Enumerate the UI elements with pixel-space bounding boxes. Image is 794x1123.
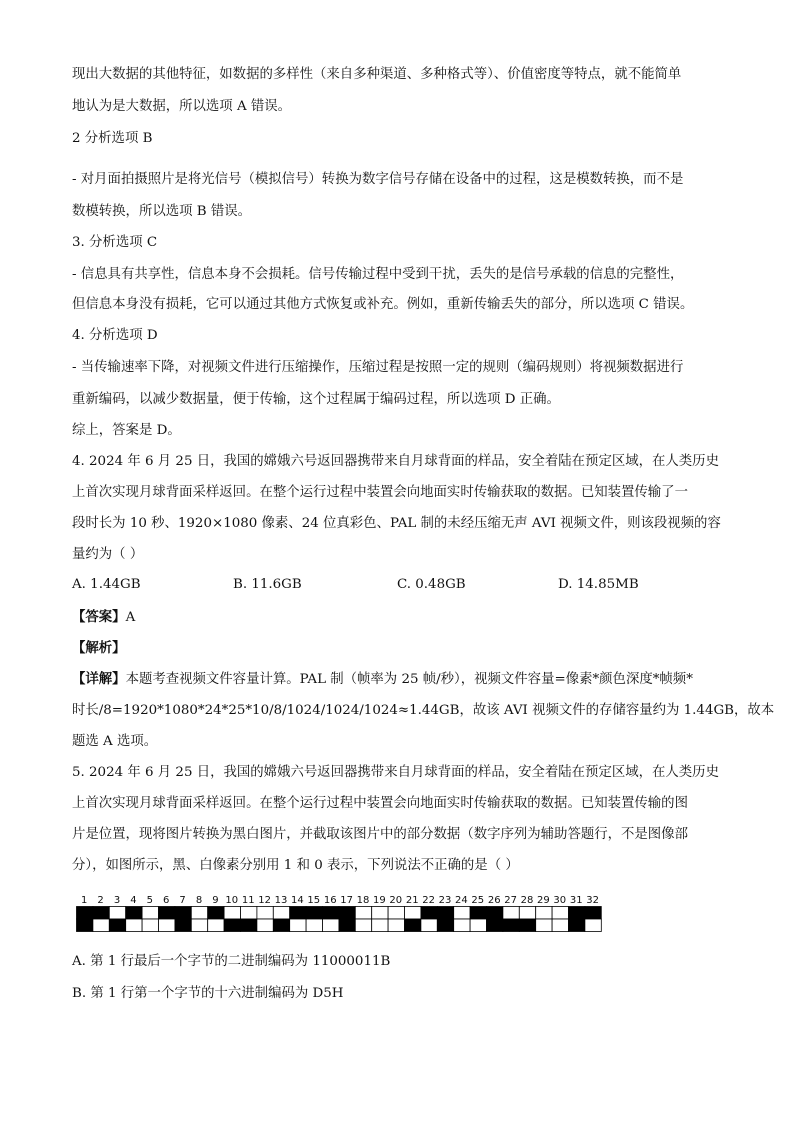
black-pixel: [405, 919, 421, 932]
black-pixel: [77, 907, 93, 920]
black-pixel: [503, 919, 519, 932]
column-number: 32: [586, 895, 599, 906]
detail-text: 本题考查视频文件容量计算。PAL 制（帧率为 25 帧/秒），视频文件容量=像素*颜色深度*帧频*: [125, 672, 693, 687]
question-4-line: 量约为（ ）: [72, 547, 144, 562]
answer-value: A: [125, 610, 136, 625]
column-number: 17: [340, 895, 353, 906]
black-pixel: [175, 919, 191, 932]
black-pixel: [224, 919, 240, 932]
column-number: 4: [130, 895, 137, 906]
black-pixel: [487, 919, 503, 932]
column-number: 29: [537, 895, 550, 906]
black-pixel: [339, 907, 355, 920]
white-pixel: [388, 907, 404, 920]
question-5-option-a: A. 第 1 行最后一个字节的二进制编码为 11000011B: [72, 954, 391, 969]
analysis-label: [72, 639, 126, 658]
white-pixel: [372, 919, 388, 932]
column-number: 13: [274, 895, 288, 906]
option-a: A. 1.44GB: [72, 577, 141, 592]
black-pixel: [421, 907, 437, 920]
black-pixel: [569, 907, 585, 920]
detail-line: 题选 A 选项。: [72, 734, 158, 749]
white-pixel: [142, 919, 158, 932]
column-number: 30: [553, 895, 567, 906]
column-number: 9: [212, 895, 219, 906]
white-pixel: [355, 907, 371, 920]
white-pixel: [142, 907, 158, 920]
black-pixel: [273, 919, 289, 932]
black-pixel: [519, 919, 535, 932]
text-line: - 当传输速率下降，对视频文件进行压缩操作，压缩过程是按照一定的规则（编码规则）将视频数据进行: [72, 360, 684, 375]
column-number: 10: [225, 895, 239, 906]
column-number: 14: [291, 895, 304, 906]
black-pixel: [569, 919, 585, 932]
question-5-line: 片是位置，现将图片转换为黑白图片，并截取该图片中的部分数据（数字序列为辅助答题行，不是图像部: [72, 827, 688, 842]
black-pixel: [241, 919, 257, 932]
question-4-line: 4. 2024 年 6 月 25 日，我国的嫦娥六号返回器携带来自月球背面的样品，安全着陆在预定区域，在人类历史: [72, 454, 719, 469]
black-pixel: [339, 919, 355, 932]
detail-line: [72, 670, 693, 689]
column-number: 18: [356, 895, 370, 906]
white-pixel: [470, 919, 486, 932]
question-5-line: 5. 2024 年 6 月 25 日，我国的嫦娥六号返回器携带来自月球背面的样品，安全着陆在预定区域，在人类历史: [72, 765, 719, 780]
answer-line: [72, 608, 135, 627]
black-pixel: [323, 907, 339, 920]
pixel-grid-figure: [76, 894, 608, 934]
white-pixel: [536, 907, 552, 920]
white-pixel: [191, 907, 207, 920]
option-b: B. 11.6GB: [233, 577, 302, 592]
white-pixel: [93, 919, 109, 932]
text-line: 但信息本身没有损耗，它可以通过其他方式恢复或补充。例如，重新传输丢失的部分，所以选项 C 错误。: [72, 297, 694, 312]
white-pixel: [519, 907, 535, 920]
column-number-row: [81, 895, 599, 906]
detail-label: 【详解】: [72, 671, 126, 687]
text-line: 重新编码，以减少数据量，便于传输，这个过程属于编码过程，所以选项 D 正确。: [72, 392, 560, 407]
question-5-option-b: B. 第 1 行第一个字节的十六进制编码为 D5H: [72, 986, 344, 1001]
black-pixel: [306, 907, 322, 920]
option-c: C. 0.48GB: [397, 577, 466, 592]
column-number: 22: [422, 895, 435, 906]
answer-label: 【答案】: [72, 609, 126, 625]
white-pixel: [109, 907, 125, 920]
column-number: 15: [307, 895, 321, 906]
option-d: D. 14.85MB: [558, 577, 639, 592]
white-pixel: [224, 907, 240, 920]
white-pixel: [421, 919, 437, 932]
white-pixel: [257, 919, 273, 932]
column-number: 31: [569, 895, 583, 906]
text-line: 数模转换，所以选项 B 错误。: [72, 204, 252, 219]
pixel-cells: [77, 907, 602, 932]
column-number: 20: [389, 895, 403, 906]
column-number: 24: [455, 895, 468, 906]
black-pixel: [437, 919, 453, 932]
white-pixel: [454, 907, 470, 920]
column-number: 27: [504, 895, 517, 906]
white-pixel: [372, 907, 388, 920]
column-number: 2: [97, 895, 104, 906]
white-pixel: [273, 907, 289, 920]
white-pixel: [585, 919, 601, 932]
black-pixel: [126, 907, 142, 920]
column-number: 26: [487, 895, 501, 906]
text-line: 地认为是大数据，所以选项 A 错误。: [72, 99, 292, 114]
black-pixel: [109, 919, 125, 932]
column-number: 28: [520, 895, 534, 906]
white-pixel: [503, 907, 519, 920]
column-number: 23: [438, 895, 452, 906]
black-pixel: [437, 907, 453, 920]
white-pixel: [405, 907, 421, 920]
column-number: 21: [405, 895, 419, 906]
white-pixel: [290, 919, 306, 932]
column-number: 19: [373, 895, 386, 906]
white-pixel: [208, 919, 224, 932]
question-4-line: 段时长为 10 秒、1920×1080 像素、24 位真彩色、PAL 制的未经压缩无声 AVI 视频文件，则该段视频的容: [72, 516, 721, 531]
white-pixel: [552, 919, 568, 932]
detail-line: 时长/8=1920*1080*24*25*10/8/1024/1024/1024≈1.44GB，故该 AVI 视频文件的存储容量约为 1.44GB，故本: [72, 703, 775, 718]
white-pixel: [191, 919, 207, 932]
column-number: 8: [195, 895, 203, 906]
text-line: - 信息具有共享性，信息本身不会损耗。信号传输过程中受到干扰，丢失的是信号承载的信息的完整性，: [72, 267, 684, 282]
black-pixel: [93, 907, 109, 920]
white-pixel: [126, 919, 142, 932]
black-pixel: [208, 907, 224, 920]
column-number: 11: [241, 895, 255, 906]
column-number: 3: [113, 895, 121, 906]
black-pixel: [159, 907, 175, 920]
section-heading-b: 2 分析选项 B: [72, 131, 153, 146]
question-5-line: 上首次实现月球背面采样返回。在整个运行过程中装置会向地面实时传输获取的数据。已知装置传输的图: [72, 796, 688, 811]
analysis-label-text: 【解析】: [72, 640, 126, 656]
column-number: 16: [323, 895, 337, 906]
white-pixel: [306, 919, 322, 932]
question-4-line: 上首次实现月球背面采样返回。在整个运行过程中装置会向地面实时传输获取的数据。已知装置传输了一: [72, 485, 688, 500]
column-number: 1: [81, 895, 88, 906]
white-pixel: [323, 919, 339, 932]
white-pixel: [159, 919, 175, 932]
black-pixel: [77, 919, 93, 932]
white-pixel: [454, 919, 470, 932]
column-number: 12: [258, 895, 271, 906]
white-pixel: [536, 919, 552, 932]
black-pixel: [290, 907, 306, 920]
column-number: 25: [471, 895, 485, 906]
column-number: 5: [146, 895, 153, 906]
white-pixel: [552, 907, 568, 920]
black-pixel: [487, 907, 503, 920]
conclusion-line: 综上，答案是 D。: [72, 423, 181, 438]
question-4-options: [72, 577, 722, 595]
black-pixel: [585, 907, 601, 920]
white-pixel: [388, 919, 404, 932]
white-pixel: [355, 919, 371, 932]
black-pixel: [470, 907, 486, 920]
column-number: 7: [179, 895, 186, 906]
text-line: 现出大数据的其他特征，如数据的多样性（来自多种渠道、多种格式等）、价值密度等特点，就不能简单: [72, 67, 682, 82]
section-heading-d: 4. 分析选项 D: [72, 328, 158, 343]
black-pixel: [175, 907, 191, 920]
text-line: - 对月面拍摄照片是将光信号（模拟信号）转换为数字信号存储在设备中的过程，这是模数转换，而不是: [72, 172, 684, 187]
question-5-line: 分），如图所示，黑、白像素分别用 1 和 0 表示，下列说法不正确的是（ ）: [72, 858, 519, 873]
section-heading-c: 3. 分析选项 C: [72, 235, 158, 250]
white-pixel: [241, 907, 257, 920]
column-number: 6: [163, 895, 170, 906]
white-pixel: [257, 907, 273, 920]
